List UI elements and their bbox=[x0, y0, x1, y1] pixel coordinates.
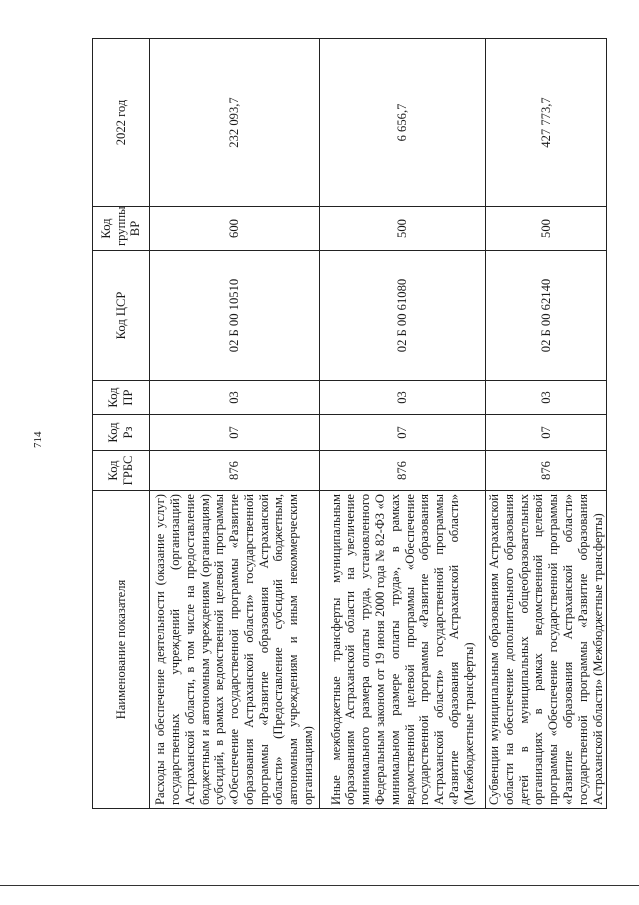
cell-name: Субвенции муниципальным образованиям Астраханской области на обеспечение дополнительного образования детей в муниципальных общеобразовательных организациях в рамках ведомственной целевой программы «Обеспечение государственной программы «Развитие образования Астраханской области» государственной программы «Развитие образования Астраханской области» (Межбюджетные трансферты) bbox=[486, 491, 607, 809]
cell-csr: 02 Б 00 62140 bbox=[486, 251, 607, 381]
cell-pr: 03 bbox=[320, 381, 486, 415]
cell-vr: 600 bbox=[150, 207, 320, 251]
cell-name: Расходы на обеспечение деятельности (оказание услуг) государственных учреждений (организаций) Астраханской области, в том числе на предоставление бюджетным и автономным учреждениям (организациям) субсидий, в рамках ведомственной целевой программы «Обеспечение государственной программы «Развитие образования Астраханской области» государственной программы «Развитие образования Астраханской области» (Предоставление субсидий бюджетным, автономным учреждениям и иным некоммерческим организациям) bbox=[150, 491, 320, 809]
header-vr: Код группы ВР bbox=[93, 207, 150, 251]
rotated-table-wrapper bbox=[92, 39, 605, 809]
cell-rz: 07 bbox=[486, 415, 607, 451]
header-csr: Код ЦСР bbox=[93, 251, 150, 381]
cell-vr: 500 bbox=[486, 207, 607, 251]
cell-csr: 02 Б 00 10510 bbox=[150, 251, 320, 381]
cell-vr: 500 bbox=[320, 207, 486, 251]
cell-pr: 03 bbox=[486, 381, 607, 415]
cell-rz: 07 bbox=[320, 415, 486, 451]
cell-grbs: 876 bbox=[150, 451, 320, 491]
cell-rz: 07 bbox=[150, 415, 320, 451]
cell-grbs: 876 bbox=[320, 451, 486, 491]
header-year: 2022 год bbox=[93, 39, 150, 207]
header-grbs: Код ГРБС bbox=[93, 451, 150, 491]
cell-year: 232 093,7 bbox=[150, 39, 320, 207]
table-header-row bbox=[93, 39, 150, 809]
table-row bbox=[320, 39, 486, 809]
table-row bbox=[150, 39, 320, 809]
header-name: Наименование показателя bbox=[93, 491, 150, 809]
header-rz: Код Рз bbox=[93, 415, 150, 451]
cell-pr: 03 bbox=[150, 381, 320, 415]
budget-table bbox=[92, 38, 607, 809]
cell-year: 427 773,7 bbox=[486, 39, 607, 207]
cell-year: 6 656,7 bbox=[320, 39, 486, 207]
bottom-rule bbox=[0, 885, 639, 886]
cell-name: Иные межбюджетные трансферты муниципальным образованиям Астраханской области на увеличение минимального размера оплаты труда, установленного Федеральным законом от 19 июня 2000 года № 82-ФЗ «О минимальном размере оплаты труда», в рамках ведомственной целевой программы «Обеспечение государственной программы «Развитие образования Астраханской области» государственной программы «Развитие образования Астраханской области» (Межбюджетные трансферты) bbox=[320, 491, 486, 809]
cell-grbs: 876 bbox=[486, 451, 607, 491]
header-pr: Код ПР bbox=[93, 381, 150, 415]
cell-csr: 02 Б 00 61080 bbox=[320, 251, 486, 381]
page-number: 714 bbox=[32, 431, 44, 448]
table-row bbox=[486, 39, 607, 809]
